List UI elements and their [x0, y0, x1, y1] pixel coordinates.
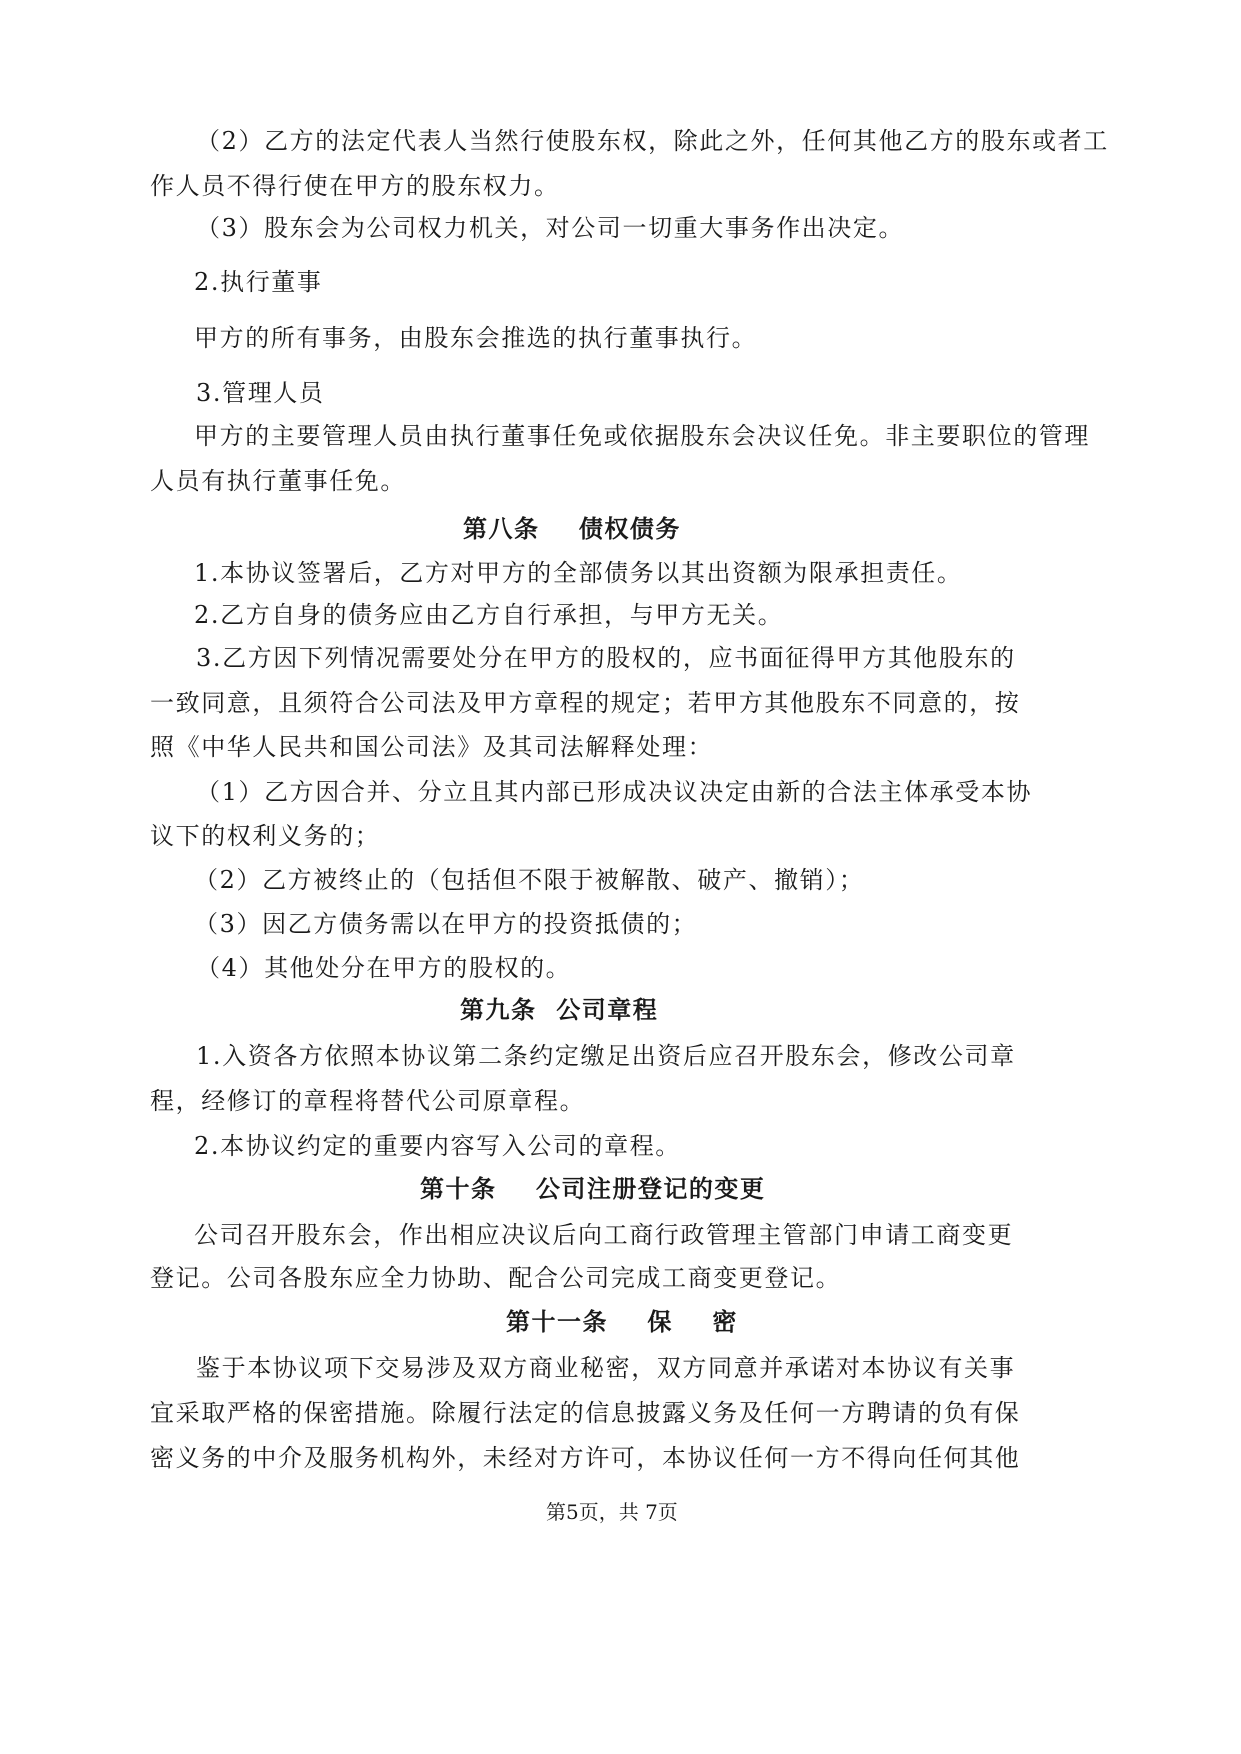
page-number: 第5页，共 7页: [546, 1500, 678, 1524]
clause-text: （3）因乙方债务需以在甲方的投资抵债的；: [194, 910, 698, 938]
subsection-title: 2.执行董事: [194, 268, 323, 296]
clause-text: 1.本协议签署后，乙方对甲方的全部债务以其出资额为限承担责任。: [194, 559, 963, 587]
clause-text: （4）其他处分在甲方的股权的。: [196, 954, 572, 982]
clause-text: 人员有执行董事任免。: [150, 467, 406, 495]
clause-text: 程，经修订的章程将替代公司原章程。: [150, 1087, 586, 1115]
clause-text: （1）乙方因合并、分立且其内部已形成决议决定由新的合法主体承受本协: [196, 778, 1033, 806]
clause-text: 甲方的主要管理人员由执行董事任免或依据股东会决议任免。非主要职位的管理: [194, 422, 1090, 450]
article-heading: 第十一条 保 密: [506, 1308, 738, 1336]
clause-text: （3）股东会为公司权力机关，对公司一切重大事务作出决定。: [196, 214, 905, 242]
clause-text: 议下的权利义务的；: [150, 822, 381, 850]
article-heading: 第十条 公司注册登记的变更: [420, 1175, 766, 1203]
clause-text: 甲方的所有事务，由股东会推选的执行董事执行。: [194, 324, 758, 352]
clause-text: 密义务的中介及服务机构外，未经对方许可，本协议任何一方不得向任何其他: [150, 1444, 1021, 1472]
clause-text: 2.乙方自身的债务应由乙方自行承担，与甲方无关。: [194, 601, 784, 629]
subsection-title: 3.管理人员: [196, 379, 325, 407]
clause-text: 作人员不得行使在甲方的股东权力。: [150, 172, 560, 200]
clause-text: 宜采取严格的保密措施。除履行法定的信息披露义务及任何一方聘请的负有保: [150, 1399, 1021, 1427]
article-heading: 第九条 公司章程: [460, 996, 659, 1024]
clause-text: （2）乙方的法定代表人当然行使股东权，除此之外，任何其他乙方的股东或者工: [196, 127, 1109, 155]
clause-text: 2.本协议约定的重要内容写入公司的章程。: [194, 1132, 681, 1160]
clause-text: 照《中华人民共和国公司法》及其司法解释处理：: [150, 733, 714, 761]
clause-text: 一致同意，且须符合公司法及甲方章程的规定；若甲方其他股东不同意的，按: [150, 689, 1021, 717]
clause-text: 公司召开股东会，作出相应决议后向工商行政管理主管部门申请工商变更: [194, 1221, 1014, 1249]
clause-text: 3.乙方因下列情况需要处分在甲方的股权的，应书面征得甲方其他股东的: [196, 644, 1016, 672]
article-heading: 第八条 债权债务: [463, 515, 681, 543]
clause-text: 登记。公司各股东应全力协助、配合公司完成工商变更登记。: [150, 1264, 842, 1292]
clause-text: 1.入资各方依照本协议第二条约定缴足出资后应召开股东会，修改公司章: [196, 1042, 1016, 1070]
clause-text: （2）乙方被终止的（包括但不限于被解散、破产、撤销）；: [194, 866, 865, 894]
clause-text: 鉴于本协议项下交易涉及双方商业秘密，双方同意并承诺对本协议有关事: [196, 1354, 1016, 1382]
